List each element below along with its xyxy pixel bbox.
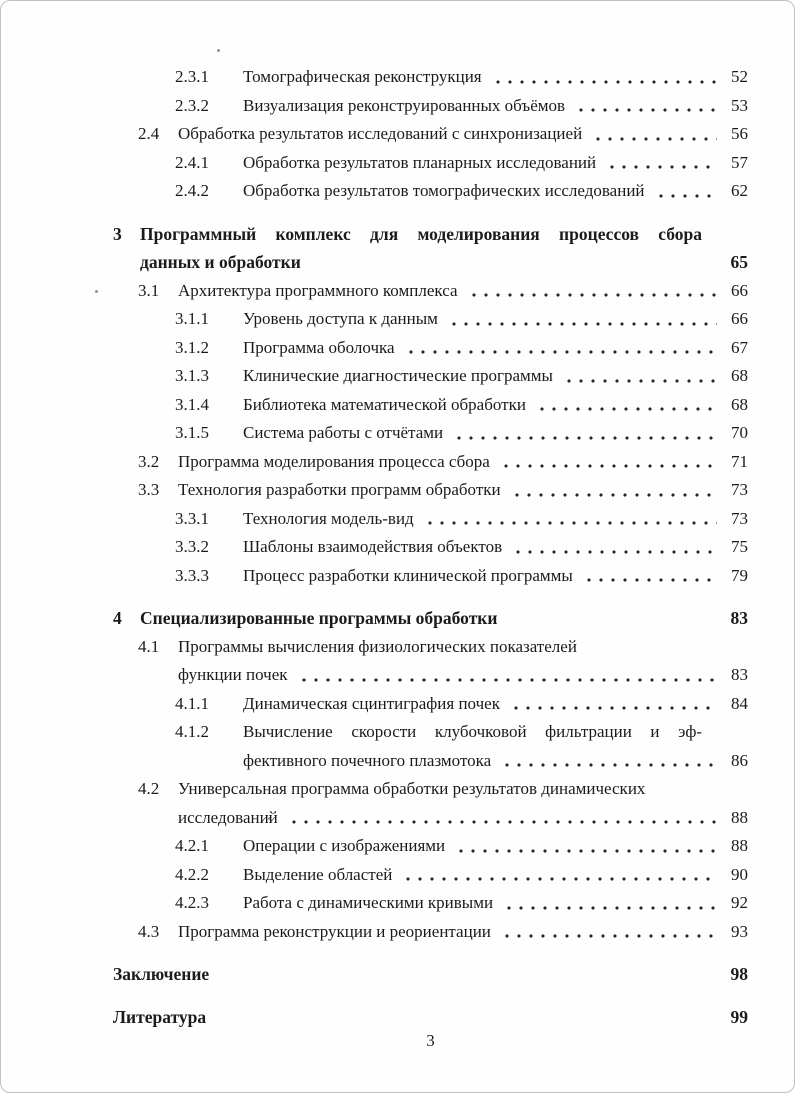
toc-entry-3.3.1 bbox=[113, 505, 748, 534]
toc-section-number: 3.1.2 bbox=[175, 337, 209, 357]
toc-entry-Литература bbox=[113, 1003, 748, 1032]
dot-leader bbox=[452, 832, 717, 861]
toc-section-number: 3 bbox=[113, 223, 122, 244]
scan-speck bbox=[95, 290, 98, 293]
toc-row bbox=[113, 861, 748, 890]
toc-page-number: 73 bbox=[731, 480, 748, 499]
toc-page-number: 67 bbox=[731, 337, 748, 357]
toc-section-number: 3.2 bbox=[138, 451, 160, 471]
toc-entry-2.4.2 bbox=[113, 177, 748, 206]
toc-section-number: 4.2 bbox=[138, 779, 160, 798]
scan-speck bbox=[217, 49, 220, 52]
toc-entry-3.1.5 bbox=[113, 419, 748, 448]
toc-row bbox=[113, 690, 748, 719]
toc-section-number: 3.3.3 bbox=[175, 565, 209, 585]
toc-section-number: 4.3 bbox=[138, 921, 160, 941]
toc-entry-2.4.1 bbox=[113, 149, 748, 178]
toc-title-text: Архитектура программного комплекса bbox=[178, 280, 458, 300]
toc-row bbox=[113, 248, 748, 277]
toc-entry-3.3 bbox=[113, 476, 748, 505]
dot-leader bbox=[507, 690, 717, 719]
toc-title-text: Вычисление скорости клубочковой фильтрации и эф- bbox=[243, 722, 702, 741]
toc-row bbox=[113, 604, 748, 633]
toc-row bbox=[113, 120, 748, 149]
toc-title-text: Программа моделирования процесса сбора bbox=[178, 451, 490, 471]
toc-page-number: 83 bbox=[731, 665, 748, 684]
toc-title-text: Технология модель-вид bbox=[243, 508, 414, 528]
dot-leader bbox=[589, 120, 717, 149]
toc-row bbox=[113, 633, 748, 662]
toc-entry-3.1.4 bbox=[113, 391, 748, 420]
toc-entry-4.2.3 bbox=[113, 889, 748, 918]
toc-title-text: Шаблоны взаимодействия объектов bbox=[243, 537, 503, 556]
dot-leader bbox=[295, 661, 717, 690]
toc-row bbox=[113, 220, 748, 249]
toc-title-text: фективного почечного плазмотока bbox=[243, 750, 492, 770]
toc-page-number: 66 bbox=[731, 309, 748, 328]
toc-title-text: Визуализация реконструированных объёмов bbox=[243, 95, 566, 115]
dot-leader bbox=[652, 177, 717, 206]
dot-leader bbox=[285, 804, 717, 833]
toc-title-text: Обработка результатов планарных исследований bbox=[243, 152, 597, 172]
toc-row bbox=[113, 661, 748, 690]
table-of-contents bbox=[113, 63, 748, 1031]
toc-section-number: 4.2.3 bbox=[175, 893, 209, 912]
toc-title-text: Технология разработки программ обработки bbox=[178, 480, 501, 499]
toc-section-number: 3.1.1 bbox=[175, 309, 209, 328]
toc-title-text: Процесс разработки клинической программы bbox=[243, 565, 573, 585]
toc-title-text: Программы вычисления физиологических показателей bbox=[178, 636, 577, 656]
toc-section-number: 3.3 bbox=[138, 480, 160, 499]
toc-row bbox=[113, 448, 748, 477]
toc-section-number: 4.1.2 bbox=[175, 722, 209, 741]
toc-row bbox=[113, 177, 748, 206]
toc-page-number: 70 bbox=[731, 423, 748, 442]
toc-entry-3.1.2 bbox=[113, 334, 748, 363]
toc-entry-4.1 bbox=[113, 633, 748, 690]
toc-entry-4.2.1 bbox=[113, 832, 748, 861]
toc-page-number: 52 bbox=[731, 67, 748, 86]
toc-page-number: 98 bbox=[730, 964, 748, 984]
dot-leader bbox=[533, 391, 717, 420]
toc-entry-Заключение bbox=[113, 960, 748, 989]
toc-entry-3.2 bbox=[113, 448, 748, 477]
toc-entry-3.1.1 bbox=[113, 305, 748, 334]
toc-entry-2.4 bbox=[113, 120, 748, 149]
dot-leader bbox=[421, 505, 717, 534]
toc-page-number: 84 bbox=[731, 693, 748, 713]
dot-leader bbox=[445, 305, 717, 334]
dot-leader bbox=[500, 889, 717, 918]
toc-page-number: 53 bbox=[731, 95, 748, 115]
toc-entry-4.1.1 bbox=[113, 690, 748, 719]
toc-entry-3.1.3 bbox=[113, 362, 748, 391]
toc-section-number: 4 bbox=[113, 608, 122, 628]
dot-leader bbox=[399, 861, 717, 890]
toc-row bbox=[113, 775, 748, 804]
toc-row bbox=[113, 832, 748, 861]
toc-page-number: 68 bbox=[731, 366, 748, 385]
toc-page-number: 93 bbox=[731, 921, 748, 941]
toc-row bbox=[113, 505, 748, 534]
toc-section-number: 3.1 bbox=[138, 280, 160, 300]
toc-title-text: Программа реконструкции и реориентации bbox=[178, 921, 491, 941]
leader-spacer bbox=[504, 604, 717, 633]
toc-entry-3.3.2 bbox=[113, 533, 748, 562]
dot-leader bbox=[603, 149, 717, 178]
toc-title-text: Обработка результатов исследований с синхронизацией bbox=[178, 124, 583, 143]
toc-title-text: Выделение областей bbox=[243, 864, 393, 884]
toc-title-text: Литература bbox=[113, 1006, 207, 1027]
toc-section-number: 3.1.3 bbox=[175, 366, 209, 385]
toc-section-number: 2.3.2 bbox=[175, 95, 209, 115]
toc-section-number: 3.1.4 bbox=[175, 394, 209, 414]
dot-leader bbox=[465, 277, 717, 306]
toc-row bbox=[113, 960, 748, 989]
toc-entry-3 bbox=[113, 220, 748, 277]
toc-list bbox=[113, 63, 748, 1031]
dot-leader bbox=[509, 533, 717, 562]
toc-page-number: 56 bbox=[731, 124, 748, 143]
dot-leader bbox=[402, 334, 717, 363]
toc-section-number: 2.4 bbox=[138, 124, 160, 143]
toc-section-number: 3.1.5 bbox=[175, 423, 209, 442]
toc-title-text: Библиотека математической обработки bbox=[243, 394, 526, 414]
dot-leader bbox=[450, 419, 717, 448]
toc-row bbox=[113, 419, 748, 448]
toc-title-text: Программа оболочка bbox=[243, 337, 395, 357]
toc-row bbox=[113, 63, 748, 92]
toc-title-text: Томографическая реконструкция bbox=[243, 67, 482, 86]
toc-section-number: 2.4.2 bbox=[175, 181, 209, 200]
toc-page-number: 88 bbox=[731, 836, 748, 855]
toc-title-text: Клинические диагностические программы bbox=[243, 366, 553, 385]
toc-row bbox=[113, 1003, 748, 1032]
toc-entry-4.2 bbox=[113, 775, 748, 832]
toc-row bbox=[113, 476, 748, 505]
toc-row bbox=[113, 92, 748, 121]
toc-row bbox=[113, 391, 748, 420]
dot-leader bbox=[498, 747, 717, 776]
toc-entry-2.3.2 bbox=[113, 92, 748, 121]
toc-section-number: 2.4.1 bbox=[175, 152, 209, 172]
toc-row bbox=[113, 747, 748, 776]
toc-page-number: 90 bbox=[731, 864, 748, 884]
toc-row bbox=[113, 362, 748, 391]
toc-page-number: 83 bbox=[730, 608, 748, 628]
toc-page-number: 62 bbox=[731, 181, 748, 200]
toc-entry-4.1.2 bbox=[113, 718, 748, 775]
toc-page-number: 65 bbox=[730, 252, 748, 272]
toc-row bbox=[113, 918, 748, 947]
toc-page-number: 88 bbox=[731, 807, 748, 827]
toc-section-number: 3.3.1 bbox=[175, 508, 209, 528]
toc-row bbox=[113, 334, 748, 363]
toc-entry-2.3.1 bbox=[113, 63, 748, 92]
toc-row bbox=[113, 533, 748, 562]
toc-page-number: 86 bbox=[731, 750, 748, 770]
page-number-footer bbox=[113, 1031, 748, 1051]
toc-entry-3.1 bbox=[113, 277, 748, 306]
toc-page-number: 79 bbox=[731, 565, 748, 585]
toc-entry-4.3 bbox=[113, 918, 748, 947]
leader-spacer bbox=[308, 248, 717, 277]
dot-leader bbox=[560, 362, 717, 391]
toc-title-text: Уровень доступа к данным bbox=[243, 309, 438, 328]
toc-row bbox=[113, 305, 748, 334]
toc-title-text: Динамическая сцинтиграфия почек bbox=[243, 693, 500, 713]
toc-title-text: Работа с динамическими кривыми bbox=[243, 893, 494, 912]
toc-row bbox=[113, 149, 748, 178]
toc-title-text: Обработка результатов томографических исследований bbox=[243, 181, 645, 200]
page-number: 3 bbox=[426, 1031, 435, 1050]
toc-row bbox=[113, 889, 748, 918]
toc-row bbox=[113, 804, 748, 833]
toc-title-text: Программный комплекс для моделирования процессов сбора bbox=[140, 223, 702, 244]
toc-section-number: 4.1 bbox=[138, 636, 160, 656]
toc-section-number: 3.3.2 bbox=[175, 537, 209, 556]
toc-page-number: 71 bbox=[731, 451, 748, 471]
toc-title-text: Операции с изображениями bbox=[243, 836, 446, 855]
toc-row bbox=[113, 562, 748, 591]
dot-leader bbox=[572, 92, 717, 121]
toc-page-number: 68 bbox=[731, 394, 748, 414]
toc-title-text: Универсальная программа обработки результатов динамических bbox=[178, 779, 646, 798]
toc-entry-4.2.2 bbox=[113, 861, 748, 890]
toc-section-number: 4.1.1 bbox=[175, 693, 209, 713]
dot-leader bbox=[580, 562, 717, 591]
leader-spacer bbox=[584, 633, 717, 662]
dot-leader bbox=[497, 448, 717, 477]
toc-page-number: 66 bbox=[731, 280, 748, 300]
toc-page-number: 99 bbox=[730, 1006, 748, 1027]
toc-page-number: 92 bbox=[731, 893, 748, 912]
toc-title-text: исследований bbox=[178, 807, 278, 827]
toc-section-number: 4.2.2 bbox=[175, 864, 209, 884]
toc-entry-4 bbox=[113, 604, 748, 633]
toc-row bbox=[113, 277, 748, 306]
toc-title-text: функции почек bbox=[178, 665, 288, 684]
toc-row bbox=[113, 718, 748, 747]
dot-leader bbox=[508, 476, 717, 505]
toc-title-text: Система работы с отчётами bbox=[243, 423, 444, 442]
toc-title-text: данных и обработки bbox=[140, 252, 301, 272]
toc-section-number: 4.2.1 bbox=[175, 836, 209, 855]
toc-title-text: Заключение bbox=[113, 964, 210, 984]
toc-page-number: 75 bbox=[731, 537, 748, 556]
toc-section-number: 2.3.1 bbox=[175, 67, 209, 86]
leader-spacer bbox=[652, 775, 717, 804]
dot-leader bbox=[489, 63, 717, 92]
leader-spacer bbox=[213, 1003, 717, 1032]
toc-page-number: 57 bbox=[731, 152, 748, 172]
toc-entry-3.3.3 bbox=[113, 562, 748, 591]
toc-title-text: Специализированные программы обработки bbox=[140, 608, 498, 628]
toc-page-number: 73 bbox=[731, 508, 748, 528]
dot-leader bbox=[498, 918, 717, 947]
leader-spacer bbox=[216, 960, 717, 989]
